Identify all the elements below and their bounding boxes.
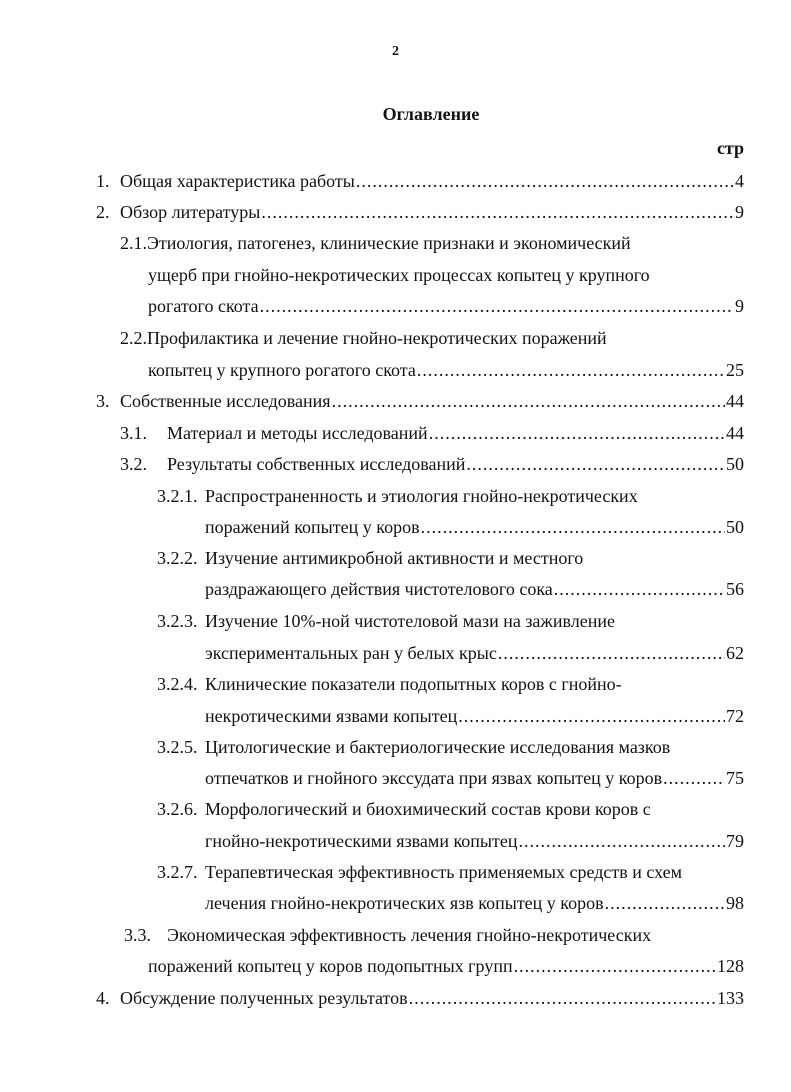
toc-entry-3-2-6 [205, 829, 744, 853]
toc-entry-number: 3.2. [120, 454, 147, 474]
toc-entry-number: 2. [96, 202, 110, 222]
toc-entry-text: экспериментальных ран у белых крыс [205, 643, 497, 663]
dot-leader [332, 389, 725, 413]
toc-entry-text: некротическими язвами копытец [205, 706, 458, 726]
toc-entry-page: 133 [717, 988, 744, 1008]
toc-entry-number: 3.2.4. [157, 674, 198, 694]
toc-entry-text: Обзор литературы [120, 202, 261, 222]
toc-entry-number: 3.2.5. [157, 737, 198, 757]
toc-entry-page: 44 [726, 423, 744, 443]
toc-entry-4 [96, 986, 744, 1010]
toc-entry-text: Материал и методы исследований [167, 423, 428, 443]
toc-entry-3-2-1 [205, 515, 744, 539]
toc-entry-text: Цитологические и бактериологические исследования мазков [205, 737, 671, 757]
toc-entry-3-2-7 [205, 891, 744, 915]
toc-entry-page: 4 [735, 171, 744, 191]
dot-leader [514, 954, 716, 978]
toc-entry-3-2-2 [205, 577, 744, 601]
toc-entry-text: Собственные исследования [120, 391, 331, 411]
toc-entry-page: 72 [726, 706, 744, 726]
dot-leader [605, 891, 725, 915]
toc-entry-3-2-5 [205, 766, 744, 790]
dot-leader [466, 452, 725, 476]
dot-leader [417, 358, 725, 382]
toc-entry-3-2-5-line1 [157, 735, 670, 759]
dot-leader [663, 766, 725, 790]
toc-entry-label [96, 986, 408, 1010]
toc-entry-number: 3.1. [120, 423, 147, 443]
toc-entry-text: отпечатков и гнойного экссудата при язвах копытец у коров [205, 768, 663, 788]
toc-entry-3-2-7-line1 [157, 860, 682, 884]
dot-leader [519, 829, 726, 853]
toc-entry-number: 4. [96, 988, 110, 1008]
toc-entry-2-2-line1: 2.2.Профилактика и лечение гнойно-некротических поражений [120, 328, 607, 348]
toc-entry-page: 9 [735, 296, 744, 316]
dot-leader [260, 294, 734, 318]
toc-entry-3-2-6-line1 [157, 797, 651, 821]
toc-title: Оглавление [382, 104, 480, 124]
dot-leader [409, 986, 716, 1010]
toc-entry-page: 98 [726, 893, 744, 913]
toc-entry-page: 75 [726, 768, 744, 788]
toc-entry-text: Экономическая эффективность лечения гнойно-некротических [167, 925, 652, 945]
toc-entry-page: 62 [726, 643, 744, 663]
toc-entry-text: рогатого скота [148, 296, 259, 316]
toc-entry-text: лечения гнойно-некротических язв копытец у коров [205, 893, 604, 913]
toc-entry-label [96, 200, 260, 224]
toc-entry-3-1 [120, 421, 744, 445]
toc-entry-3-3 [148, 954, 744, 978]
toc-entry-text: поражений копытец у коров подопытных групп [148, 956, 513, 976]
page-column-label: стр [716, 138, 744, 158]
dot-leader [429, 421, 725, 445]
toc-entry-number: 3.2.2. [157, 548, 198, 568]
toc-entry-text: Обсуждение полученных результатов [120, 988, 408, 1008]
toc-entry-label [96, 389, 331, 413]
dot-leader [421, 515, 725, 539]
toc-entry-number: 3.2.6. [157, 799, 198, 819]
toc-entry-3 [96, 389, 744, 413]
toc-entry-text: раздражающего действия чистотелового сока [205, 579, 553, 599]
toc-entry-2-1 [148, 294, 744, 318]
toc-entry-page: 79 [726, 831, 744, 851]
toc-entry-3-2-4 [205, 704, 744, 728]
toc-entry-3-2-1-line1 [157, 484, 638, 508]
toc-entry-3-2-2-line1 [157, 546, 583, 570]
toc-entry-1 [96, 169, 744, 193]
toc-entry-3-2 [120, 452, 744, 476]
page-number: 2 [392, 44, 399, 59]
dot-leader [356, 169, 734, 193]
toc-entry-2-1-line1: 2.1.Этиология, патогенез, клинические признаки и экономический [120, 233, 631, 253]
toc-entry-page: 50 [726, 517, 744, 537]
dot-leader [498, 641, 725, 665]
toc-entry-number: 3.3. [124, 925, 151, 945]
toc-entry-text: Изучение 10%-ной чистотеловой мази на заживление [205, 611, 615, 631]
toc-entry-page: 44 [726, 391, 744, 411]
toc-entry-2-1-line2: ущерб при гнойно-некротических процессах копытец у крупного [148, 265, 650, 285]
toc-entry-label [120, 452, 465, 476]
toc-entry-text: Общая характеристика работы [120, 171, 355, 191]
toc-entry-text: Терапевтическая эффективность применяемых средств и схем [205, 862, 683, 882]
toc-entry-page: 56 [726, 579, 744, 599]
toc-entry-label [96, 169, 355, 193]
toc-entry-page: 50 [726, 454, 744, 474]
dot-leader [261, 200, 734, 224]
toc-entry-number: 3.2.1. [157, 486, 198, 506]
toc-entry-page: 25 [726, 360, 744, 380]
toc-entry-number: 3.2.3. [157, 611, 198, 631]
toc-entry-3-2-4-line1 [157, 672, 622, 696]
toc-entry-text: Результаты собственных исследований [167, 454, 466, 474]
toc-entry-text: Клинические показатели подопытных коров с гнойно- [205, 674, 622, 694]
toc-entry-2 [96, 200, 744, 224]
toc-entry-text: Морфологический и биохимический состав крови коров с [205, 799, 651, 819]
toc-entry-number: 3. [96, 391, 110, 411]
toc-entry-3-3-line1 [124, 923, 651, 947]
toc-entry-text: копытец у крупного рогатого скота [148, 360, 416, 380]
toc-entry-number: 3.2.7. [157, 862, 198, 882]
toc-entry-text: Распространенность и этиология гнойно-некротических [205, 486, 638, 506]
toc-entry-text: поражений копытец у коров [205, 517, 420, 537]
toc-entry-3-2-3 [205, 641, 744, 665]
toc-entry-2-2 [148, 358, 744, 382]
toc-entry-page: 128 [717, 956, 744, 976]
toc-entry-page: 9 [735, 202, 744, 222]
dot-leader [554, 577, 725, 601]
toc-entry-text: гнойно-некротическими язвами копытец [205, 831, 518, 851]
dot-leader [458, 704, 725, 728]
toc-entry-number: 1. [96, 171, 110, 191]
toc-entry-label [120, 421, 428, 445]
toc-entry-3-2-3-line1 [157, 609, 615, 633]
toc-entry-text: Изучение антимикробной активности и местного [205, 548, 584, 568]
